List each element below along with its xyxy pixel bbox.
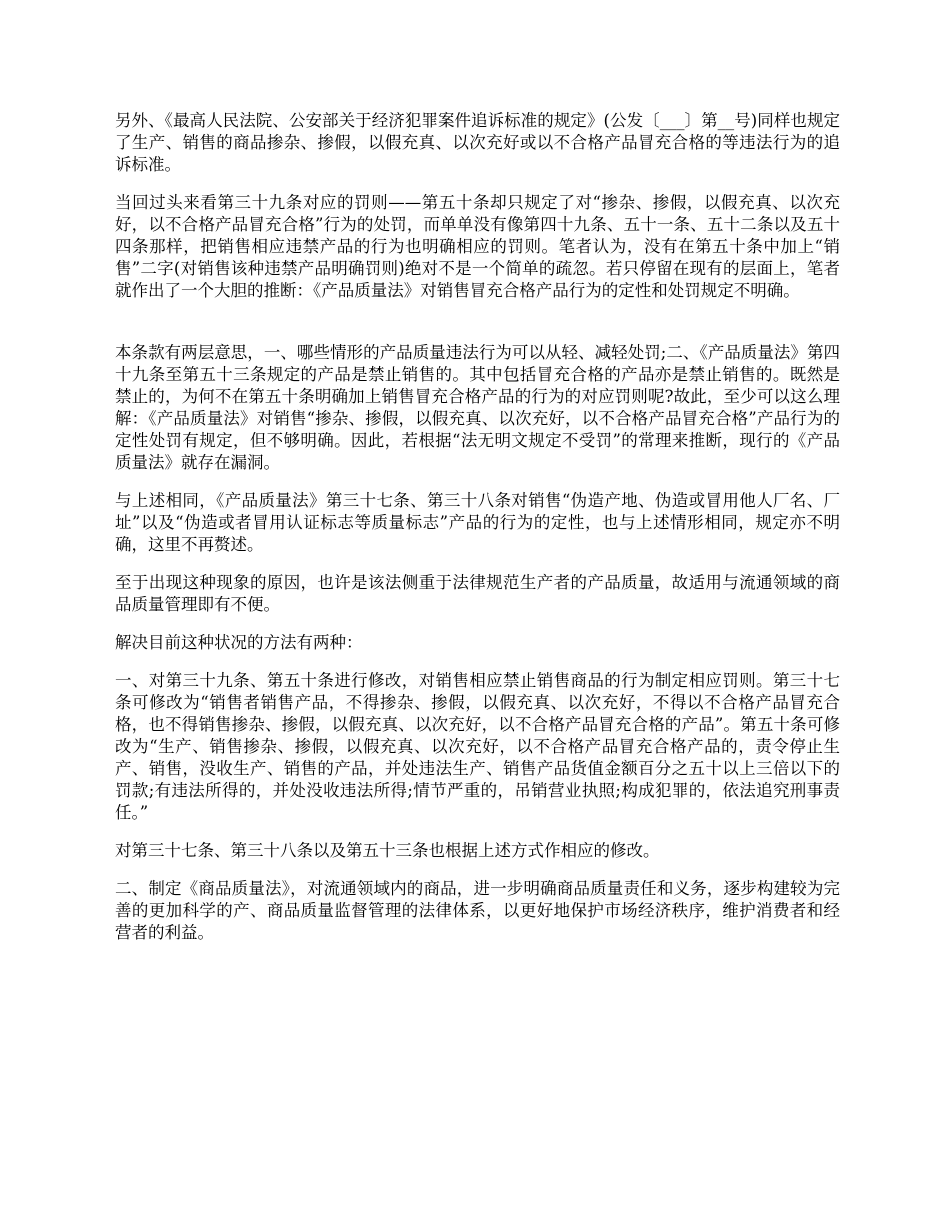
paragraph: 一、对第三十九条、第五十条进行修改，对销售相应禁止销售商品的行为制定相应罚则。第三十七条可修改为“销售者销售产品，不得掺杂、掺假，以假充真、以次充好，不得以不合格产品冒充合格，也不得销售掺杂、掺假，以假充真、以次充好，以不合格产品冒充合格的产品”。第五十条可修改为“生产、销售掺杂、掺假，以假充真、以次充好，以不合格产品冒充合格产品的，责令停止生产、销售，没收生产、销售的产品，并处违法生产、销售产品货值金额百分之五十以上三倍以下的罚款;有违法所得的，并处没收违法所得;情节严重的，吊销营业执照;构成犯罪的，依法追究刑事责任。” <box>115 671 840 822</box>
paragraph: 另外、《最高人民法院、公安部关于经济犯罪案件追诉标准的规定》(公发〔___〕第__号)同样也规定了生产、销售的商品掺杂、掺假，以假充真、以次充好或以不合格产品冒充合格的等违法行为的追诉标准。 <box>115 111 840 174</box>
paragraph: 本条款有两层意思，一、哪些情形的产品质量违法行为可以从轻、减轻处罚;二、《产品质量法》第四十九条至第五十三条规定的产品是禁止销售的。其中包括冒充合格的产品亦是禁止销售的。既然是禁止的，为何不在第五十条明确加上销售冒充合格产品的行为的对应罚则呢?故此，至少可以这么理解：《产品质量法》对销售“掺杂、掺假，以假充真、以次充好，以不合格产品冒充合格”产品行为的定性处罚有规定，但不够明确。因此，若根据“法无明文规定不受罚”的常理来推断，现行的《产品质量法》就存在漏洞。 <box>115 343 840 472</box>
paragraph: 二、制定《商品质量法》，对流通领域内的商品，进一步明确商品质量责任和义务，逐步构建较为完善的更加科学的产、商品质量监督管理的法律体系，以更好地保护市场经济秩序，维护消费者和经营者的利益。 <box>115 879 840 942</box>
paragraph: 当回过头来看第三十九条对应的罚则——第五十条却只规定了对“掺杂、掺假，以假充真、以次充好，以不合格产品冒充合格”行为的处罚，而单单没有像第四十九条、五十一条、五十二条以及五十四条那样，把销售相应违禁产品的行为也明确相应的罚则。笔者认为，没有在第五十条中加上“销售”二字(对销售该种违禁产品明确罚则)绝对不是一个简单的疏忽。若只停留在现有的层面上，笔者就作出了一个大胆的推断：《产品质量法》对销售冒充合格产品行为的定性和处罚规定不明确。 <box>115 193 840 300</box>
document-body <box>115 110 840 960</box>
paragraph: 与上述相同，《产品质量法》第三十七条、第三十八条对销售“伪造产地、伪造或冒用他人厂名、厂址”以及“伪造或者冒用认证标志等质量标志”产品的行为的定性，也与上述情形相同，规定亦不明确，这里不再赘述。 <box>115 491 840 554</box>
paragraph: 对第三十七条、第三十八条以及第五十三条也根据上述方式作相应的修改。 <box>115 841 660 860</box>
paragraph: 至于出现这种现象的原因，也许是该法侧重于法律规范生产者的产品质量，故适用与流通领域的商品质量管理即有不便。 <box>115 573 840 614</box>
paragraph: 解决目前这种状况的方法有两种： <box>115 633 363 652</box>
